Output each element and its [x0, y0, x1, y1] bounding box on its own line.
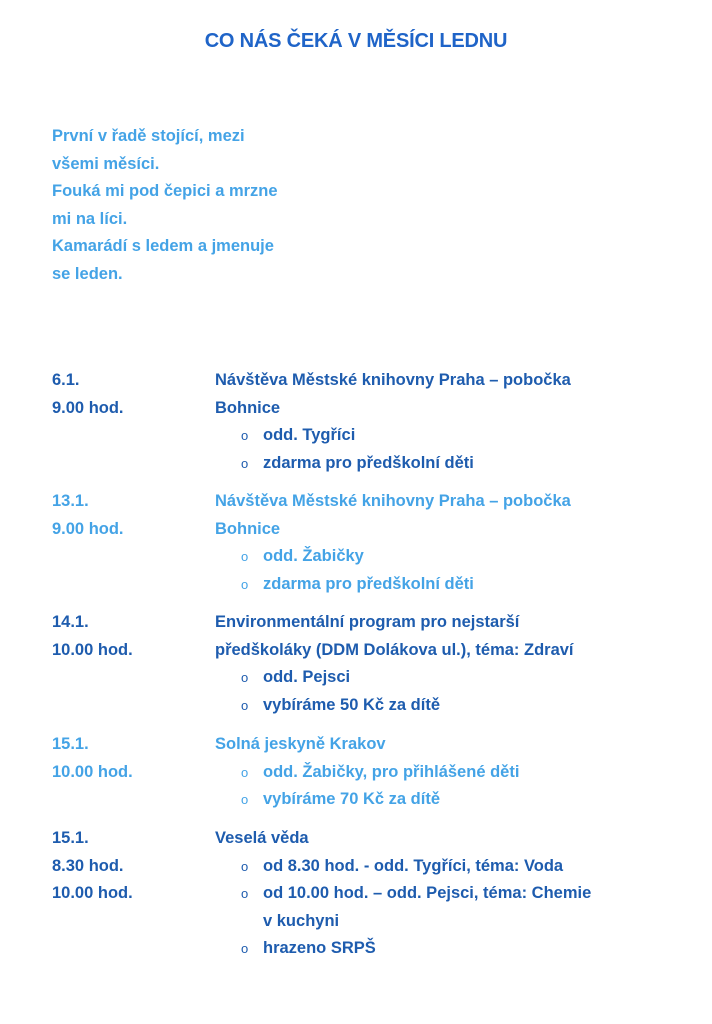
event-detail: o vybíráme 70 Kč za dítě — [215, 786, 675, 814]
bullet-icon: o — [241, 941, 249, 956]
event-dates — [52, 825, 133, 908]
event-detail: o zdarma pro předškolní děti — [215, 450, 675, 478]
event-time: 9.00 hod. — [52, 519, 124, 538]
event-title-line: Bohnice — [215, 398, 281, 417]
event-time: 10.00 hod. — [52, 762, 133, 781]
bullet-icon: o — [241, 697, 249, 713]
event-detail-list — [215, 422, 675, 477]
event-dates — [52, 731, 133, 786]
bullet-icon: o — [241, 792, 249, 807]
event-body — [215, 367, 675, 477]
event-date: 14.1. — [52, 613, 89, 631]
poem-line: První v řadě stojící, mezi — [52, 127, 245, 145]
event-detail: o vybíráme 50 Kč za dítě — [215, 692, 675, 720]
event-title-line: předškoláky (DDM Dolákova ul.), téma: Zdraví — [215, 640, 574, 659]
bullet-icon: o — [241, 549, 249, 564]
event-date: 13.1. — [52, 492, 89, 510]
poem-line: Kamarádí s ledem a jmenuje — [52, 237, 274, 255]
event-date: 15.1. — [52, 829, 89, 847]
page-title: CO NÁS ČEKÁ V MĚSÍCI LEDNU — [204, 30, 508, 52]
event-detail: o hrazeno SRPŠ — [215, 935, 675, 963]
bullet-icon: o — [241, 576, 249, 592]
event-title-line: Veselá věda — [215, 829, 309, 847]
event-time: 9.00 hod. — [52, 398, 124, 417]
bullet-icon: o — [241, 764, 249, 780]
event-dates — [52, 609, 133, 664]
event-detail: o odd. Tygříci — [215, 422, 675, 450]
event-dates — [52, 367, 124, 422]
event-detail-list — [215, 664, 675, 719]
event-detail: o od 10.00 hod. – odd. Pejsci, téma: Chemie v kuchyni — [215, 880, 675, 935]
event-time: 8.30 hod. — [52, 856, 124, 875]
event-body — [215, 731, 675, 814]
event-title-line: Návštěva Městské knihovny Praha – pobočka — [215, 492, 571, 510]
poem-line: všemi měsíci. — [52, 154, 160, 173]
event-detail: o zdarma pro předškolní děti — [215, 571, 675, 599]
event-detail-list — [215, 543, 675, 598]
event-title — [215, 488, 675, 543]
event-time: 10.00 hod. — [52, 640, 133, 659]
event-time: 10.00 hod. — [52, 884, 133, 902]
event-body — [215, 488, 675, 598]
poem — [52, 123, 352, 288]
event-title — [215, 367, 675, 422]
event-detail: o odd. Žabičky — [215, 543, 675, 571]
event-body — [215, 609, 675, 719]
event-title — [215, 731, 675, 759]
bullet-icon: o — [241, 455, 249, 471]
event-title-line: Návštěva Městské knihovny Praha – pobočka — [215, 371, 571, 389]
event-title — [215, 825, 675, 853]
bullet-icon: o — [241, 670, 249, 685]
bullet-icon: o — [241, 428, 249, 443]
bullet-icon: o — [241, 886, 249, 901]
poem-line: mi na líci. — [52, 209, 128, 228]
event-title-line: Bohnice — [215, 519, 281, 538]
event-title-line: Environmentální program pro nejstarší — [215, 613, 520, 631]
bullet-icon: o — [241, 858, 249, 874]
event-date: 6.1. — [52, 371, 80, 389]
event-detail-list — [215, 853, 675, 963]
event-dates — [52, 488, 124, 543]
event-title-line: Solná jeskyně Krakov — [215, 735, 386, 753]
poem-line: se leden. — [52, 264, 123, 283]
event-title — [215, 609, 675, 664]
event-detail: o odd. Žabičky, pro přihlášené děti — [215, 759, 675, 787]
event-detail: o odd. Pejsci — [215, 664, 675, 692]
event-detail: o od 8.30 hod. - odd. Tygříci, téma: Voda — [215, 853, 675, 881]
event-date: 15.1. — [52, 735, 89, 753]
event-body — [215, 825, 675, 963]
event-detail-list — [215, 759, 675, 814]
poem-line: Fouká mi pod čepici a mrzne — [52, 182, 278, 200]
